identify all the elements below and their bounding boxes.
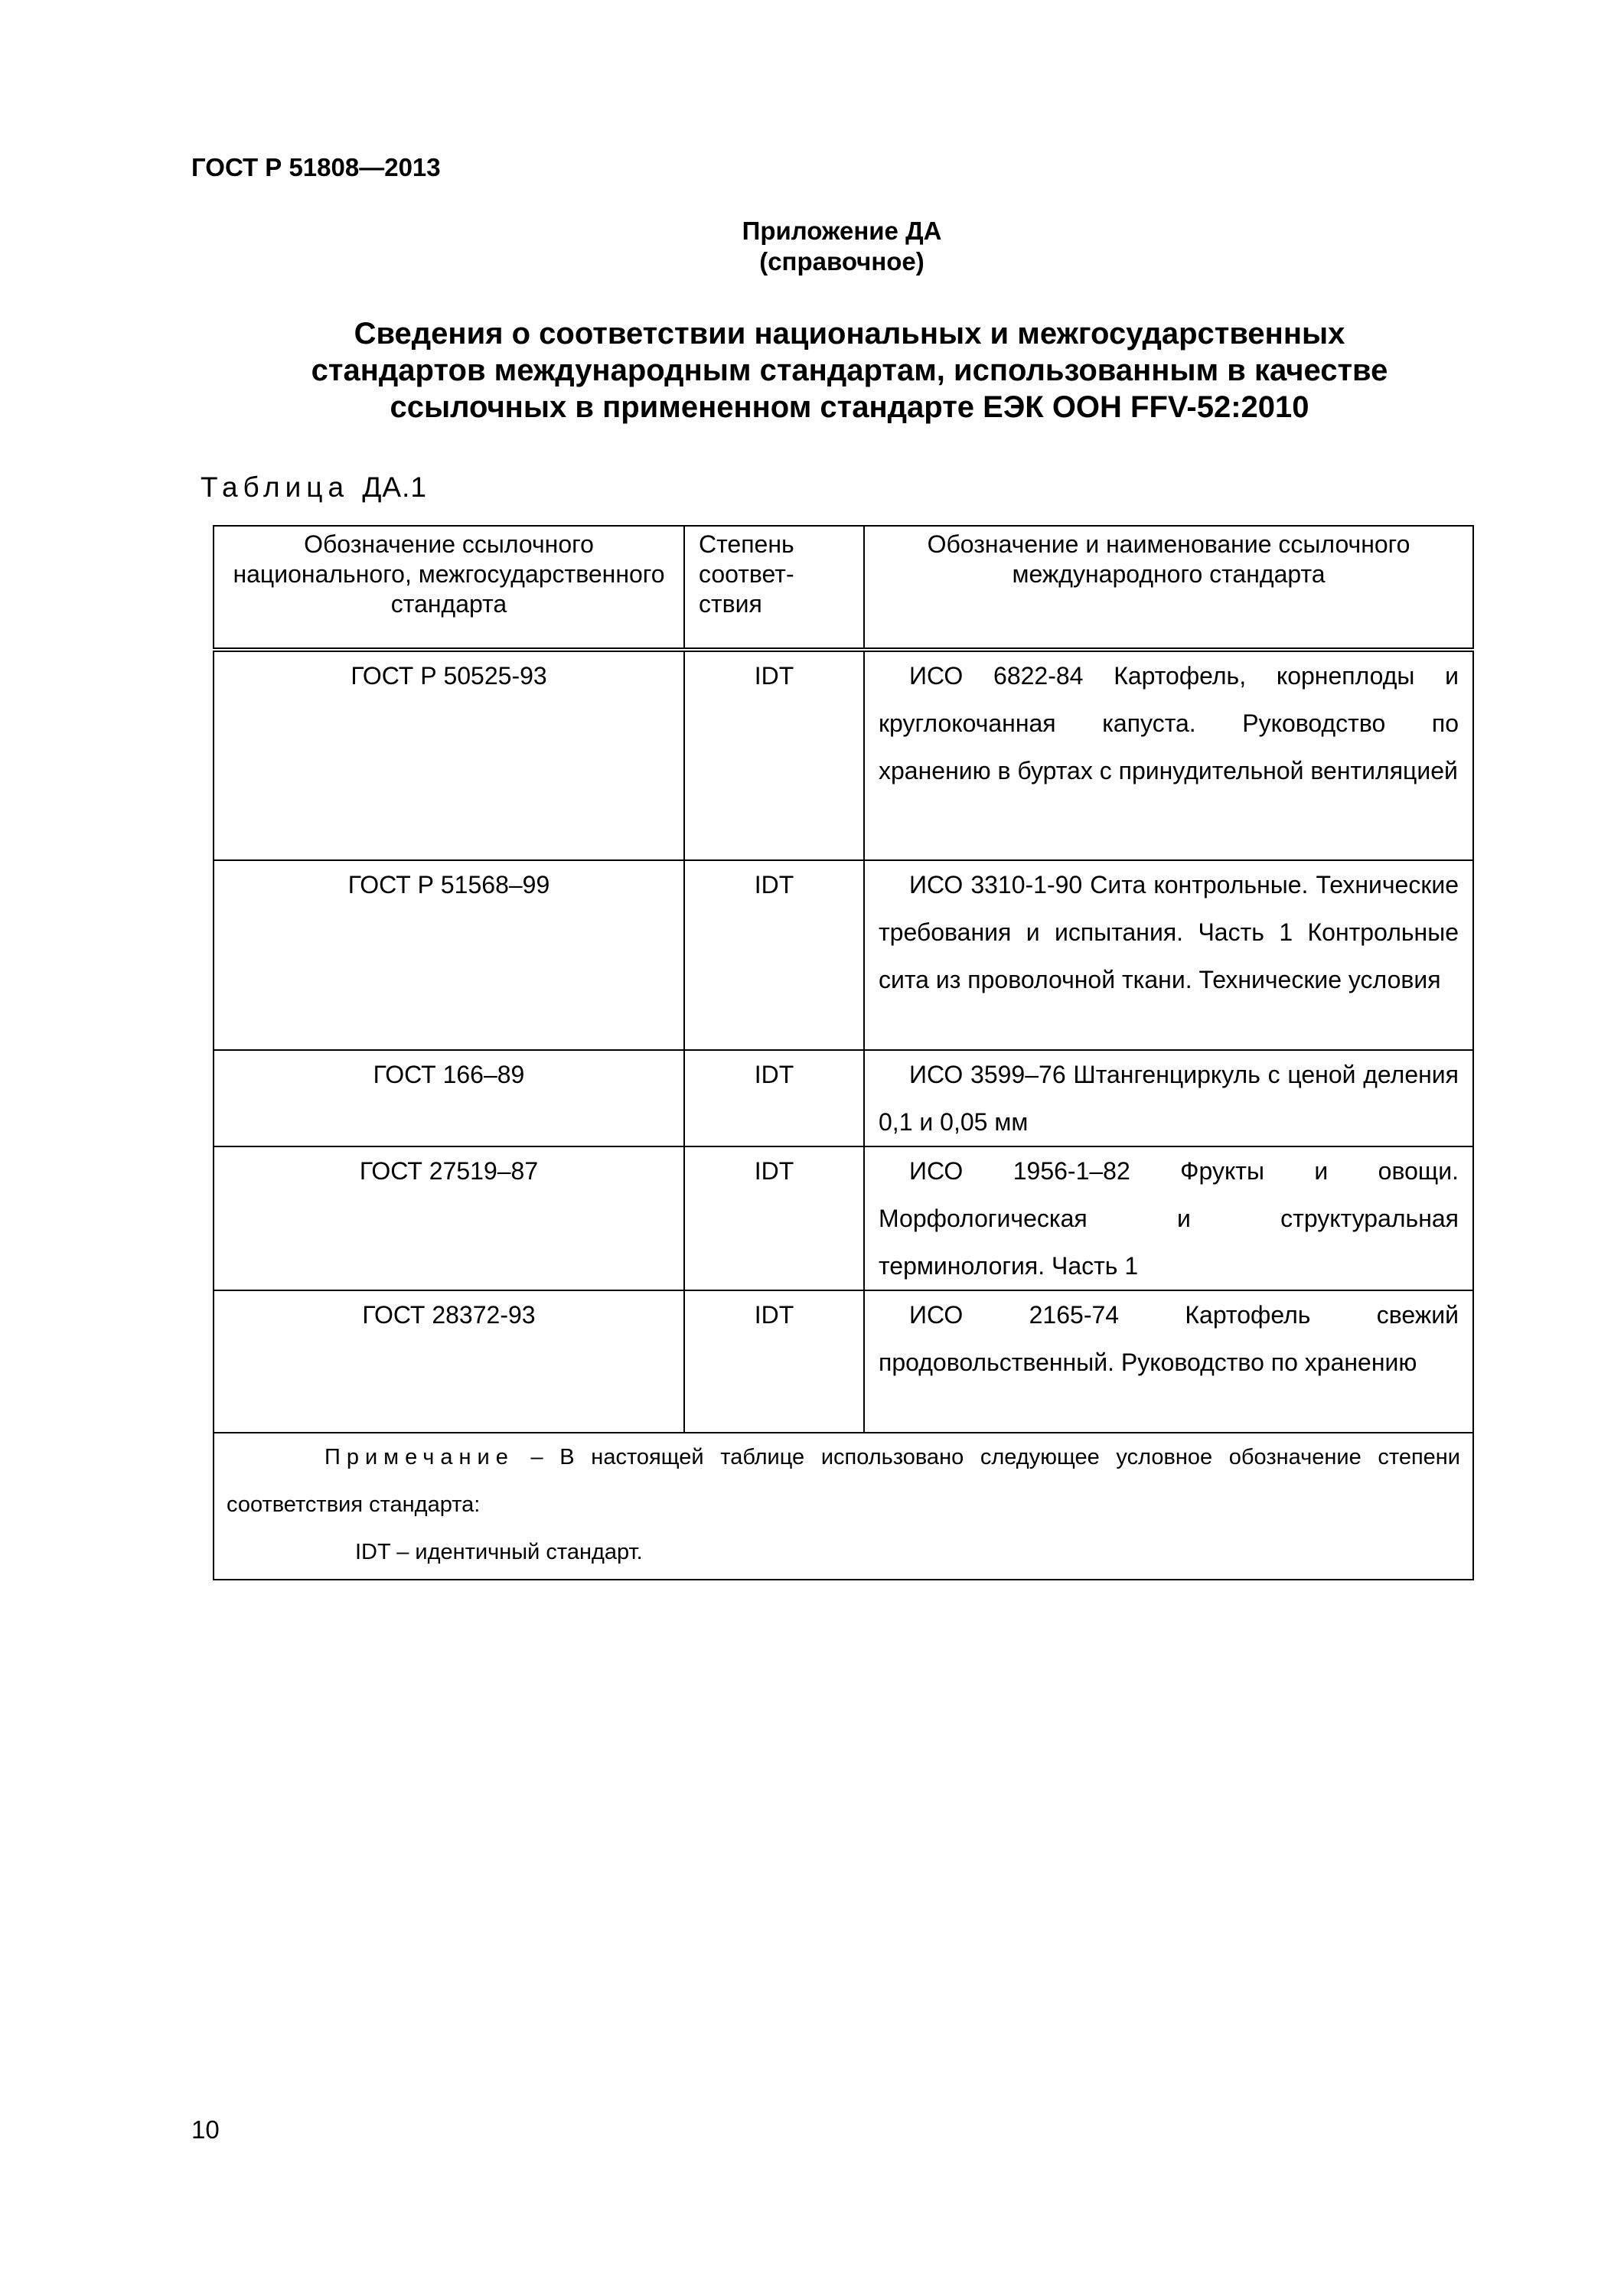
page-number: 10 — [191, 2115, 220, 2144]
table-row — [214, 650, 1473, 860]
table-caption-label: Таблица — [201, 471, 350, 503]
cell-international-text: ИСО 3310-1-90 Сита контрольные. Технические требования и испытания. Часть 1 Контрольные сита из проволочной ткани. Технические условия — [879, 871, 1459, 993]
cell-degree: IDT — [684, 860, 864, 1050]
appendix-subtitle: (справочное) — [759, 247, 925, 276]
cell-degree: IDT — [684, 1050, 864, 1146]
cell-international-text: ИСО 3599–76 Штангенциркуль с ценой деления 0,1 и 0,05 мм — [879, 1061, 1459, 1136]
table-note — [214, 1433, 1473, 1580]
standards-table — [213, 525, 1474, 1580]
section-title — [253, 315, 1446, 426]
note-lead: Примечание — [324, 1445, 514, 1469]
header-international-standard: Обозначение и наименование ссылочного международного стандарта — [864, 526, 1473, 650]
cell-international — [864, 860, 1473, 1050]
cell-international-text: ИСО 1956-1–82 Фрукты и овощи. Морфологическая и структуральная терминология. Часть 1 — [879, 1157, 1459, 1280]
cell-national: ГОСТ 166–89 — [214, 1050, 684, 1146]
cell-national: ГОСТ 27519–87 — [214, 1146, 684, 1290]
cell-international — [864, 650, 1473, 860]
cell-national: ГОСТ Р 50525-93 — [214, 650, 684, 860]
cell-degree: IDT — [684, 1146, 864, 1290]
cell-national: ГОСТ 28372-93 — [214, 1290, 684, 1433]
table-row — [214, 1146, 1473, 1290]
cell-national: ГОСТ Р 51568–99 — [214, 860, 684, 1050]
cell-international — [864, 1290, 1473, 1433]
document-code-header: ГОСТ Р 51808—2013 — [191, 153, 441, 181]
cell-degree: IDT — [684, 1290, 864, 1433]
table-note-row — [214, 1433, 1473, 1580]
header-national-standard: Обозначение ссылочного национального, межгосударственного стандарта — [214, 526, 684, 650]
header-degree: Степень соответ- ствия — [684, 526, 864, 650]
table-caption — [201, 471, 427, 504]
cell-international — [864, 1050, 1473, 1146]
note-legend: IDT – идентичный стандарт. — [355, 1540, 643, 1564]
cell-international — [864, 1146, 1473, 1290]
table-header-row — [214, 526, 1473, 650]
table-row — [214, 860, 1473, 1050]
title-line: стандартов международным стандартам, использованным в качестве — [311, 354, 1388, 387]
appendix-title: Приложение ДА — [742, 217, 942, 245]
title-line: Сведения о соответствии национальных и межгосударственных — [354, 317, 1345, 351]
cell-degree: IDT — [684, 650, 864, 860]
note-text: – В настоящей таблице использовано следующее условное обозначение степени соответствия стандарта: — [227, 1445, 1460, 1517]
cell-international-text: ИСО 6822-84 Картофель, корнеплоды и круглокочанная капуста. Руководство по хранению в буртах с принудительной вентиляцией — [879, 662, 1459, 784]
cell-international-text: ИСО 2165-74 Картофель свежий продовольственный. Руководство по хранению — [879, 1301, 1459, 1376]
table-row — [214, 1290, 1473, 1433]
table-row — [214, 1050, 1473, 1146]
appendix-heading — [658, 216, 1026, 277]
table-caption-number: ДА.1 — [362, 471, 427, 503]
title-line: ссылочных в примененном стандарте ЕЭК ООН FFV-52:2010 — [390, 390, 1309, 424]
